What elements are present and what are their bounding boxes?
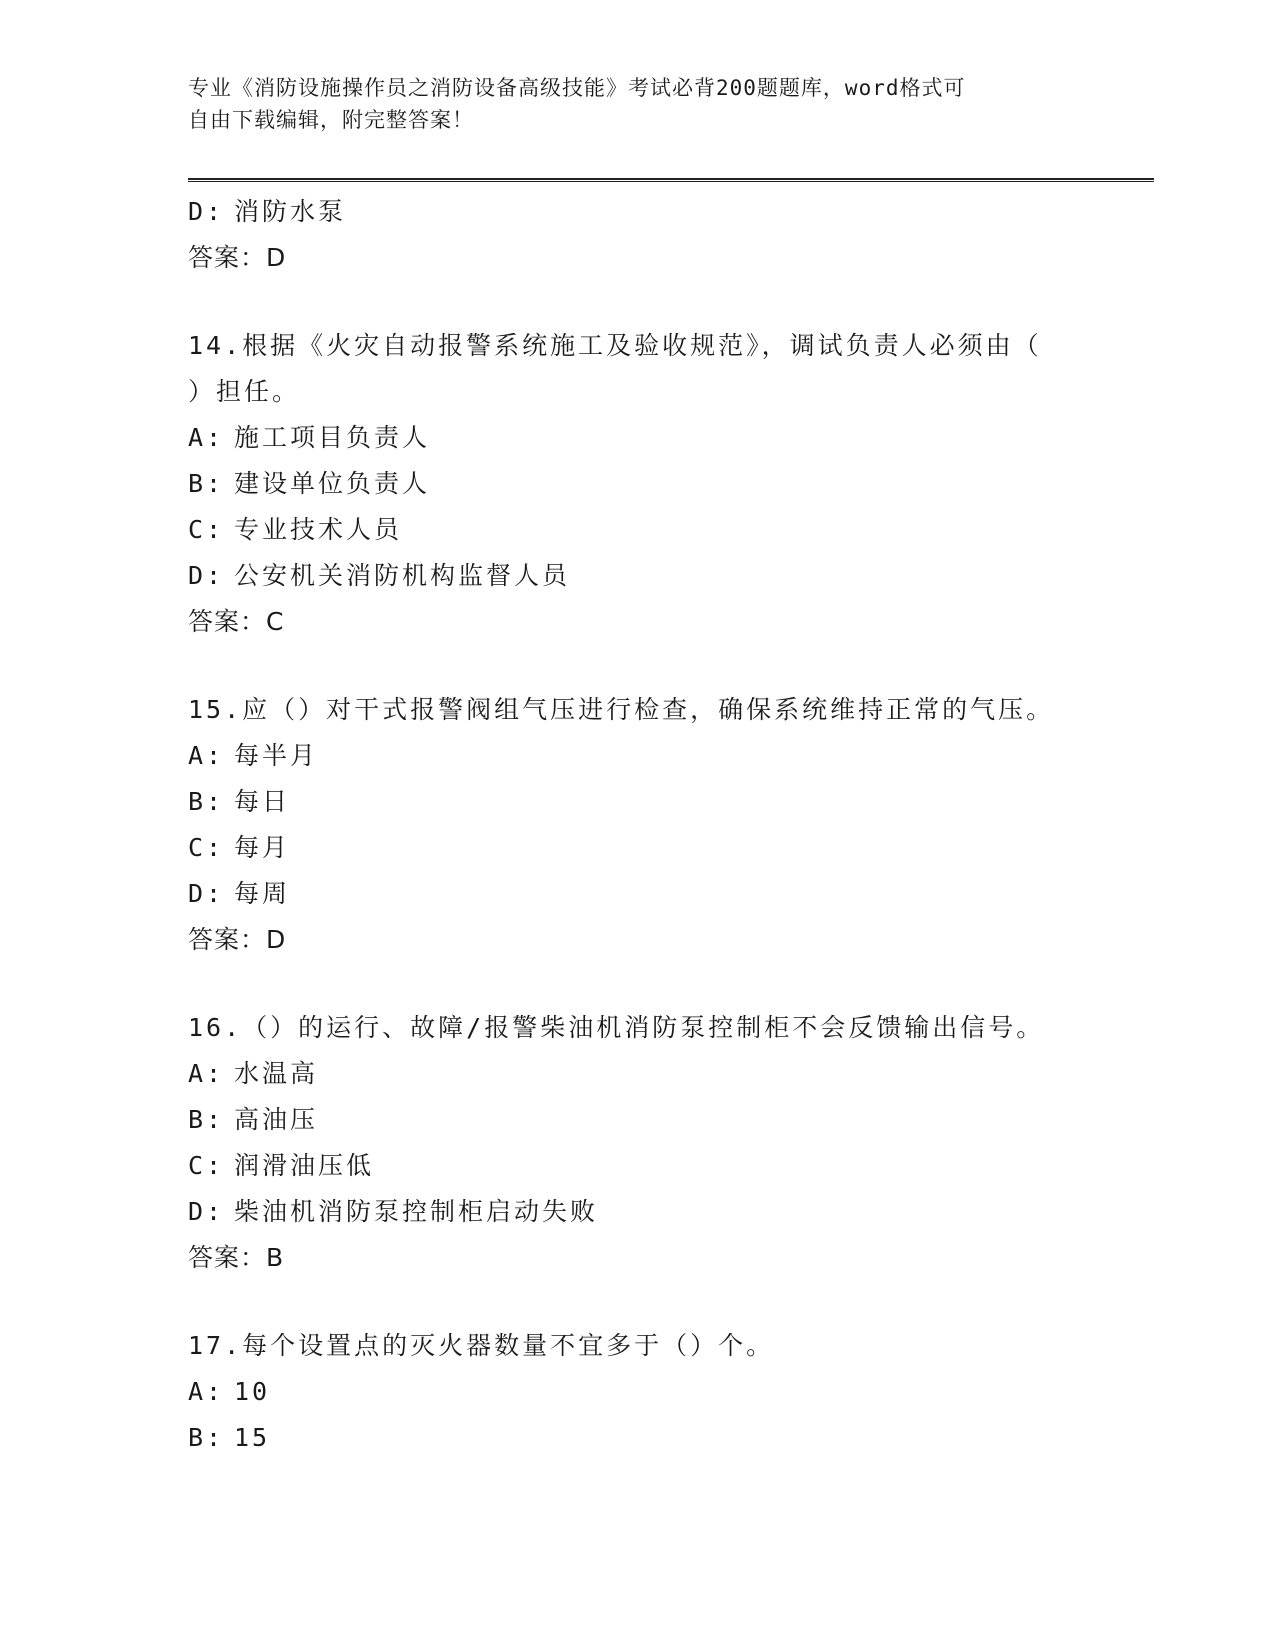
option-a: [188, 733, 1088, 779]
option-d: [188, 1189, 1088, 1235]
option-a: [188, 415, 1088, 461]
header-title-line-2: 自由下载编辑，附完整答案！: [188, 108, 474, 132]
option-label: B:: [188, 1105, 225, 1134]
option-label: D:: [188, 1197, 225, 1226]
option-b: [188, 461, 1088, 507]
question-16: [188, 1005, 1088, 1281]
option-a: [188, 1369, 1088, 1415]
option-d: [188, 553, 1088, 599]
option-label: A:: [188, 1377, 225, 1406]
question-stem: 15.应（）对干式报警阀组气压进行检查，确保系统维持正常的气压。: [188, 695, 1055, 724]
answer-line: 答案：B: [188, 1243, 285, 1272]
option-text: 柴油机消防泵控制柜启动失败: [234, 1197, 599, 1226]
option-label: C:: [188, 833, 225, 862]
question-17: [188, 1323, 1088, 1461]
option-text: 每月: [234, 833, 291, 862]
option-c: [188, 507, 1088, 553]
option-c: [188, 1143, 1088, 1189]
option-text: 高油压: [234, 1105, 319, 1134]
option-text: 10: [234, 1377, 271, 1406]
option-label: C:: [188, 515, 225, 544]
option-a: [188, 1051, 1088, 1097]
option-label: C:: [188, 1151, 225, 1180]
option-text: 每周: [234, 879, 291, 908]
option-label: B:: [188, 1423, 225, 1452]
option-text: 建设单位负责人: [234, 469, 431, 498]
question-15: [188, 687, 1088, 963]
question-stem: 17.每个设置点的灭火器数量不宜多于（）个。: [188, 1331, 775, 1360]
header-title-line-1: 专业《消防设施操作员之消防设备高级技能》考试必背200题题库，word格式可: [188, 76, 966, 100]
header-divider: [188, 178, 1154, 182]
option-label: A:: [188, 1059, 225, 1088]
question-stem: 14.根据《火灾自动报警系统施工及验收规范》，调试负责人必须由（: [188, 331, 1042, 360]
answer-line: 答案：D: [188, 243, 287, 272]
option-label: D:: [188, 197, 225, 226]
option-text: 每日: [234, 787, 291, 816]
option-text: 润滑油压低: [234, 1151, 375, 1180]
answer-line: 答案：C: [188, 607, 285, 636]
option-label: A:: [188, 741, 225, 770]
option-text: 水温高: [234, 1059, 319, 1088]
option-text: 15: [234, 1423, 271, 1452]
option-text: 消防水泵: [234, 197, 347, 226]
option-b: [188, 779, 1088, 825]
option-b: [188, 1097, 1088, 1143]
option-d: [188, 871, 1088, 917]
option-label: D:: [188, 561, 225, 590]
option-label: B:: [188, 469, 225, 498]
option-text: 公安机关消防机构监督人员: [234, 561, 571, 590]
option-label: B:: [188, 787, 225, 816]
option-label: D:: [188, 879, 225, 908]
question-14: [188, 323, 1088, 645]
document-header: [188, 72, 1088, 136]
answer-line: 答案：D: [188, 925, 287, 954]
question-content: [188, 189, 1088, 1461]
option-c: [188, 825, 1088, 871]
option-d: [188, 189, 1088, 235]
question-stem-continued: ）担任。: [188, 377, 301, 406]
option-text: 施工项目负责人: [234, 423, 431, 452]
option-text: 每半月: [234, 741, 319, 770]
option-label: A:: [188, 423, 225, 452]
question-stem: 16.（）的运行、故障/报警柴油机消防泵控制柜不会反馈输出信号。: [188, 1013, 1045, 1042]
option-text: 专业技术人员: [234, 515, 403, 544]
option-b: [188, 1415, 1088, 1461]
